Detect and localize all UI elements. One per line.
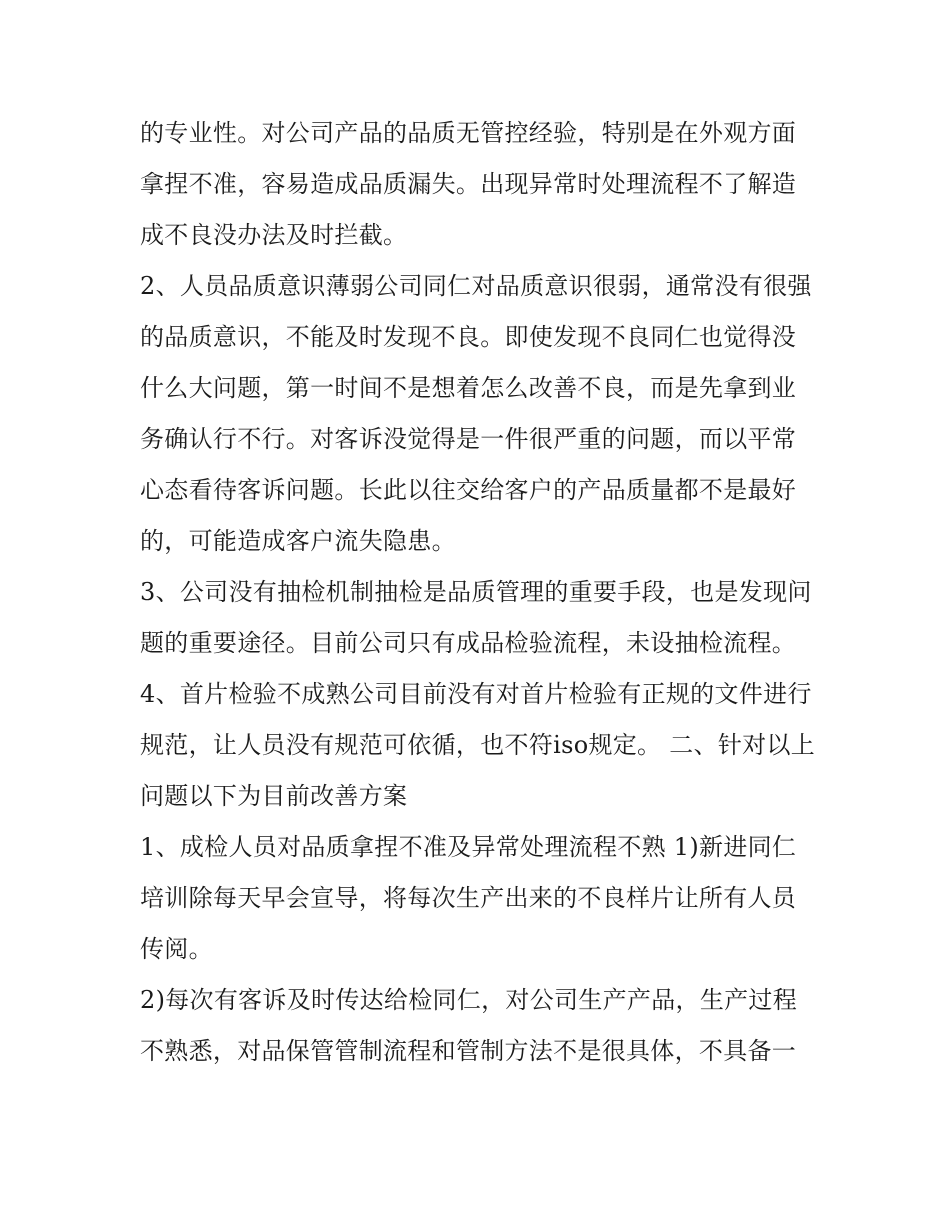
- paragraph-improvement-2: 2)每次有客诉及时传达给检同仁，对公司生产产品，生产过程不熟悉，对品保管管制流程和管制方法不是很具体，不具备一: [140, 986, 798, 1065]
- paragraph-improvement-1: 1、成检人员对品质拿捏不准及异常处理流程不熟 1)新进同仁培训除每天早会宣导，将每次生产出来的不良样片让所有人员传阅。: [140, 833, 797, 963]
- document-page: [140, 108, 820, 1077]
- paragraph-item-2-quality-awareness: 2、人员品质意识薄弱公司同仁对品质意识很弱，通常没有很强的品质意识，不能及时发现不良。即使发现不良同仁也觉得没什么大问题，第一时间不是想着怎么改善不良，而是先拿到业务确认行不行。对客诉没觉得是一件很严重的问题，而以平常心态看待客诉问题。长此以往交给客户的产品质量都不是最好的，可能造成客户流失隐患。: [140, 272, 812, 555]
- paragraph-item-4-first-piece-inspection: 4、首片检验不成熟公司目前没有对首片检验有正规的文件进行规范，让人员没有规范可依循，也不符iso规定。 二、针对以上问题以下为目前改善方案: [140, 680, 816, 810]
- paragraph-item-3-sampling: 3、公司没有抽检机制抽检是品质管理的重要手段，也是发现问题的重要途径。目前公司只有成品检验流程，未设抽检流程。: [140, 578, 812, 657]
- paragraph-intro-continuation: 的专业性。对公司产品的品质无管控经验，特别是在外观方面拿捏不准，容易造成品质漏失。出现异常时处理流程不了解造成不良没办法及时拦截。: [140, 119, 797, 249]
